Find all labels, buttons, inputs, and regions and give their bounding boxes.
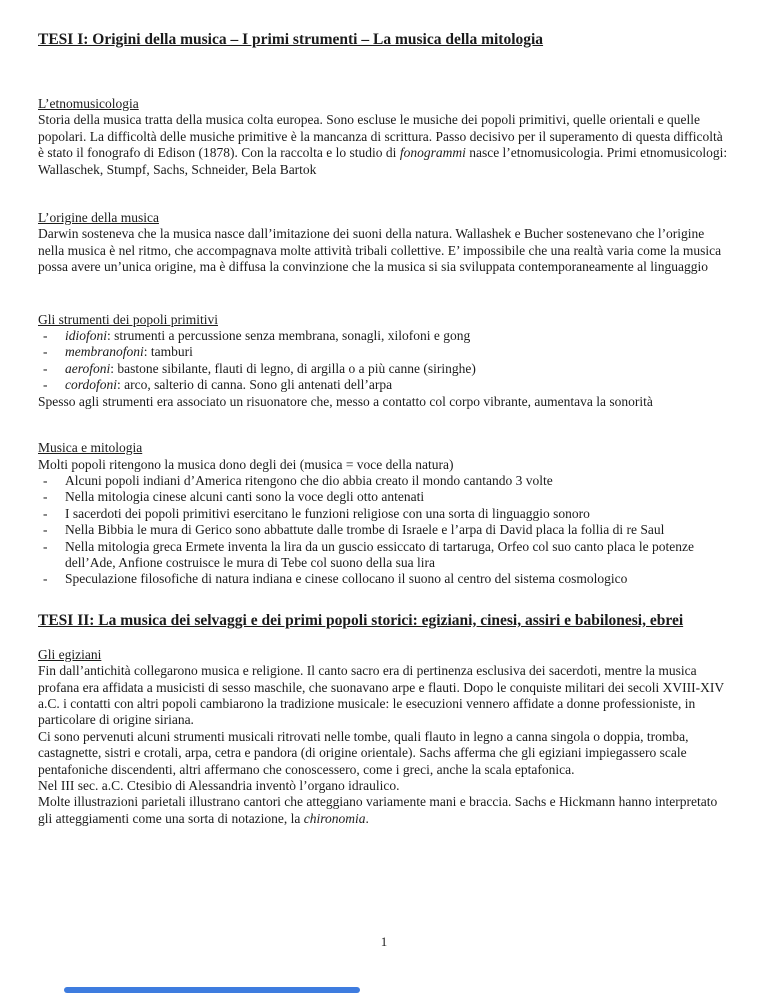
list-item-text: I sacerdoti dei popoli primitivi esercitano le funzioni religiose con una sorta di linguaggio sonoro bbox=[65, 505, 590, 521]
bullet-dash: - bbox=[43, 489, 48, 505]
tesi1-title: TESI I: Origini della musica – I primi strumenti – La musica della mitologia bbox=[38, 31, 544, 48]
list-item-text: Speculazione filosofiche di natura indiana e cinese collocano il suono al centro del sistema cosmologico bbox=[65, 571, 628, 587]
list-item-text: cordofoni: arco, salterio di canna. Sono gli antenati dell’arpa bbox=[65, 377, 393, 393]
list-item-text: idiofoni: strumenti a percussione senza membrana, sonagli, xilofoni e gong bbox=[65, 328, 471, 344]
page-number-row bbox=[0, 934, 768, 950]
paragraph: Molti popoli ritengono la musica dono degli dei (musica = voce della natura) bbox=[38, 456, 454, 472]
page-number: 1 bbox=[380, 934, 388, 949]
list-item-text: Nella mitologia greca Ermete inventa la lira da un guscio essiccato di tartaruga, Orfeo col suo canto placa le potenze dell’Ade, Anfione costruisce le mura di Tebe col suono della sua lira bbox=[65, 538, 694, 570]
paragraph: Storia della musica tratta della musica colta europea. Sono escluse le musiche dei popoli primitivi, quelle orientali e quelle popolari. La difficoltà delle musiche primitive è la mancanza di scrittura. Passo decisivo per il superamento di questa difficoltà è stato il fonografo di Edison (1878). Con la raccolta e lo studio di fonogrammi nasce l’etnomusicologia. Primi etnomusicologi: Wallaschek, Stumpf, Sachs, Schneider, Bela Bartok bbox=[38, 112, 728, 177]
list-item bbox=[38, 377, 731, 393]
list-item bbox=[38, 571, 731, 587]
list-item-text: Nella Bibbia le mura di Gerico sono abbattute dalle trombe di Israele e l’arpa di David placa la follia di re Saul bbox=[65, 522, 665, 538]
section-musica-e-mitologia bbox=[38, 440, 731, 588]
paragraph: Spesso agli strumenti era associato un risuonatore che, messo a contatto col corpo vibrante, aumentava la sonorità bbox=[38, 393, 653, 409]
list-item bbox=[38, 328, 731, 344]
bullet-dash: - bbox=[43, 522, 48, 538]
list-item bbox=[38, 473, 731, 489]
paragraph: Ci sono pervenuti alcuni strumenti musicali ritrovati nelle tombe, quali flauto in legno a canna singola o doppia, tromba, castagnette, sistri e crotali, arpa, cetra e pandora (di origine orientale). Sachs afferma che gli egiziani impiegassero scale pentafoniche discendenti, altri affermano che conoscessero, come i greci, anche la scala eptafonica. bbox=[38, 728, 689, 777]
bullet-dash: - bbox=[43, 377, 48, 393]
section-heading: L’origine della musica bbox=[38, 210, 159, 226]
section-heading: Gli egiziani bbox=[38, 646, 102, 662]
bullet-dash: - bbox=[43, 472, 48, 488]
section-heading: Gli strumenti dei popoli primitivi bbox=[38, 311, 218, 327]
paragraph: Fin dall’antichità collegarono musica e religione. Il canto sacro era di pertinenza esclusiva dei sacerdoti, mentre la musica profana era affidata a musicisti di sesso maschile, che suonavano arpe e flauti. Dopo le conquiste militari dei secoli XVIII-XIV a.C. i contatti con altri popoli cambiarono la tradizione musicale: le esecuzioni vennero affidate a donne professioniste, in particolare di origine siriana. bbox=[38, 663, 724, 728]
section-strumenti-popoli-primitivi bbox=[38, 312, 731, 410]
list-item-text: Nella mitologia cinese alcuni canti sono la voce degli otto antenati bbox=[65, 489, 425, 505]
list-item bbox=[38, 361, 731, 377]
bullet-dash: - bbox=[43, 344, 48, 360]
list-item-text: membranofoni: tamburi bbox=[65, 344, 193, 360]
list-item bbox=[38, 539, 731, 572]
list-item-text: Alcuni popoli indiani d’America ritengono che dio abbia creato il mondo cantando 3 volte bbox=[65, 472, 553, 488]
list-item bbox=[38, 506, 731, 522]
list-item-text: aerofoni: bastone sibilante, flauti di legno, di argilla o a più canne (siringhe) bbox=[65, 360, 476, 376]
list-item bbox=[38, 344, 731, 360]
paragraph: Darwin sosteneva che la musica nasce dall’imitazione dei suoni della natura. Wallashek e Bucher sostenevano che l’origine nella musica è nel ritmo, che accompagnava molte attività tribali collettive. E’ impossibile che una realtà varia come la musica possa avere un’unica origine, ma è diffusa la convinzione che la musica si sia sviluppata contemporaneamente al linguaggio bbox=[38, 226, 722, 275]
paragraph: Nel III sec. a.C. Ctesibio di Alessandria inventò l’organo idraulico. bbox=[38, 778, 400, 793]
section-heading: Musica e mitologia bbox=[38, 440, 143, 456]
section-etnomusicologia bbox=[38, 96, 731, 178]
section-heading: L’etnomusicologia bbox=[38, 96, 139, 111]
list-item bbox=[38, 522, 731, 538]
bullet-dash: - bbox=[43, 360, 48, 376]
bullet-dash: - bbox=[43, 538, 48, 554]
bottom-progress-bar bbox=[64, 987, 360, 993]
bullet-dash: - bbox=[43, 505, 48, 521]
section-origine-della-musica bbox=[38, 210, 731, 276]
section-gli-egiziani bbox=[38, 647, 731, 827]
bullet-dash: - bbox=[43, 328, 48, 344]
paragraph: Molte illustrazioni parietali illustrano cantori che atteggiano variamente mani e braccia. Sachs e Hickmann hanno interpretato gli atteggiamenti come una sorta di notazione, la chironomia. bbox=[38, 794, 718, 826]
tesi2-title: TESI II: La musica dei selvaggi e dei primi popoli storici: egiziani, cinesi, assiri e babilonesi, ebrei bbox=[38, 611, 684, 629]
list-item bbox=[38, 489, 731, 505]
bullet-dash: - bbox=[43, 571, 48, 587]
